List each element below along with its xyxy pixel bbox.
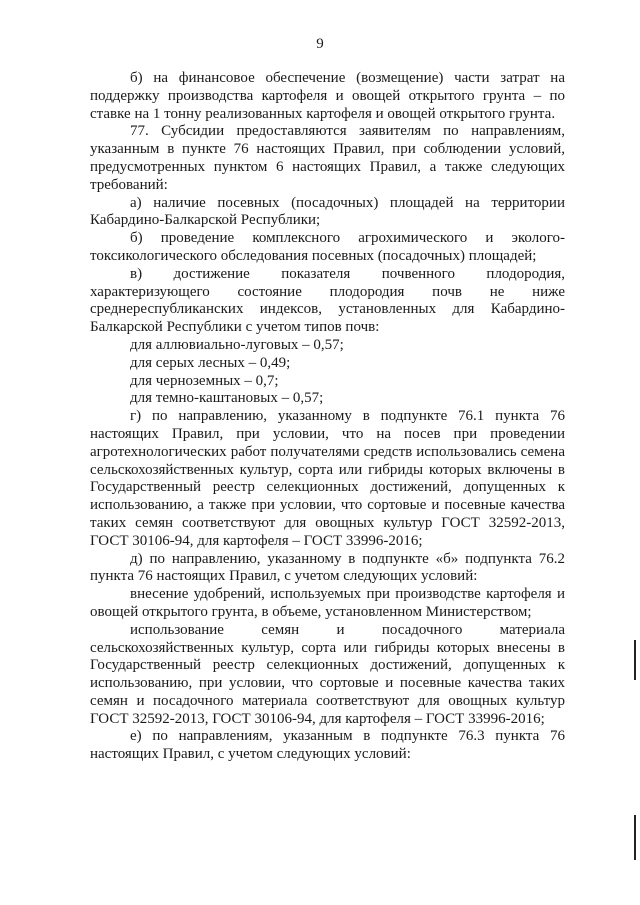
paragraph-e-directions: е) по направлениям, указанным в подпункте 76.3 пункта 76 настоящих Правил, с учетом следующих условий: bbox=[90, 728, 565, 763]
paragraph-a-areas: а) наличие посевных (посадочных) площадей на территории Кабардино-Балкарской Республики; bbox=[90, 194, 565, 229]
paragraph-seed-material: использование семян и посадочного материала сельскохозяйственных культур, сорта или гибриды которых внесены в Государственный реестр селекционных достижений, допущенных к использованию, при условии, что сортовые и посевные качества таких семян и посадочного материала соответствуют для овощных культур ГОСТ 32592-2013, ГОСТ 30106-94, для картофеля – ГОСТ 33996-2016; bbox=[90, 621, 565, 727]
scan-edge-mark bbox=[634, 640, 636, 680]
page-number: 9 bbox=[316, 36, 324, 52]
soil-type-chernozem: для черноземных – 0,7; bbox=[130, 372, 279, 389]
paragraph-v-fertility: в) достижение показателя почвенного плодородия, характеризующего состояние плодородия почв не ниже среднереспубликанских индексов, установленных для Кабардино-Балкарской Республики с учетом типов почв: bbox=[90, 265, 565, 336]
paragraph-d-direction: д) по направлению, указанному в подпункте «б» подпункта 76.2 пункта 76 настоящих Правил, с учетом следующих условий: bbox=[90, 550, 565, 585]
paragraph-b-survey: б) проведение комплексного агрохимического и эколого-токсикологического обследования посевных (посадочных) площадей; bbox=[90, 230, 565, 264]
paragraph-g-seeds: г) по направлению, указанному в подпункте 76.1 пункта 76 настоящих Правил, при условии, что на посев при проведении агротехнологических работ получателями средств использовались семена сельскохозяйственных культур, сорта или гибриды которых включены в Государственный реестр селекционных достижений, допущенных к использованию, а также при условии, что сортовые и посевные качества таких семян соответствуют для овощных культур ГОСТ 32592-2013, ГОСТ 30106-94, для картофеля – ГОСТ 33996-2016; bbox=[90, 408, 565, 549]
soil-type-alluvial: для аллювиально-луговых – 0,57; bbox=[130, 336, 344, 353]
paragraph-fertilizers: внесение удобрений, используемых при производстве картофеля и овощей открытого грунта, в объеме, установленном Министерством; bbox=[90, 586, 565, 620]
document-body bbox=[90, 70, 565, 764]
scan-edge-mark bbox=[634, 815, 636, 860]
soil-type-grey-forest: для серых лесных – 0,49; bbox=[130, 354, 291, 371]
paragraph-77-subsidies: 77. Субсидии предоставляются заявителям по направлениям, указанным в пункте 76 настоящих Правил, при соблюдении условий, предусмотренных пунктом 6 настоящих Правил, а также следующих требований: bbox=[90, 123, 565, 193]
paragraph-b-financing: б) на финансовое обеспечение (возмещение) части затрат на поддержку производства картофеля и овощей открытого грунта – по ставке на 1 тонну реализованных картофеля и овощей открытого грунта. bbox=[90, 70, 565, 122]
soil-type-dark-chestnut: для темно-каштановых – 0,57; bbox=[130, 390, 324, 407]
